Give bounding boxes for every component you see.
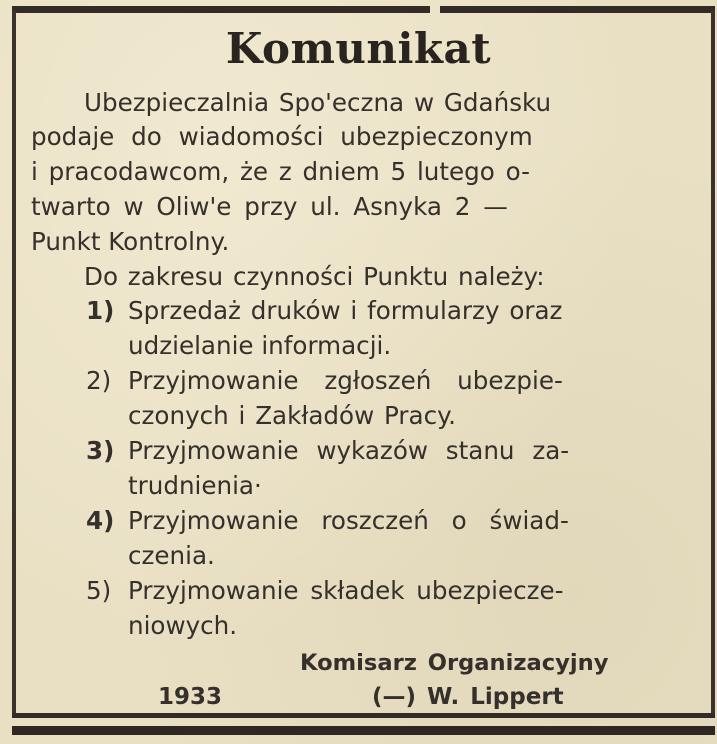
list-item-text: czenia. (128, 541, 215, 570)
signature-year: 1933 (158, 684, 223, 710)
list-item-number: 4) (86, 506, 115, 535)
top-rule-right (440, 6, 715, 13)
left-border (12, 10, 16, 715)
list-item-text: Przyjmowanie zgłoszeń ubezpie- (128, 366, 563, 395)
list-item-text: Przyjmowanie wykazów stanu za- (128, 436, 570, 465)
top-rule-left (12, 6, 430, 13)
list-item-number: 3) (86, 436, 115, 465)
signature-role: Komisarz Organizacyjny (300, 650, 609, 676)
list-item-text: czonych i Zakładów Pracy. (128, 401, 456, 430)
list-item-text: trudnienia· (128, 471, 262, 500)
list-item-text: udzielanie informacji. (128, 331, 392, 360)
paragraph-line: twarto w Oliw'e przy ul. Asnyka 2 — (31, 192, 508, 221)
bottom-rule-thin (12, 713, 715, 718)
paragraph-line: Ubezpieczalnia Spo'eczna w Gdańsku (84, 88, 552, 117)
paragraph-line: i pracodawcom, że z dniem 5 lutego o- (31, 157, 531, 186)
list-item-text: Sprzedaż druków i formularzy oraz (128, 296, 563, 325)
list-item-text: niowych. (128, 611, 238, 640)
right-border (711, 10, 715, 715)
notice-title: Komunikat (225, 24, 492, 73)
paragraph-line: Punkt Kontrolny. (31, 227, 230, 256)
paragraph-line: podaje do wiadomości ubezpieczonym (31, 122, 533, 151)
signature-name: (—) W. Lippert (372, 684, 564, 710)
list-item-number: 1) (86, 296, 115, 325)
list-item-text: Przyjmowanie składek ubezpiecze- (128, 576, 564, 605)
list-item-number: 5) (86, 576, 112, 605)
bottom-rule-thick (12, 726, 715, 735)
list-item-text: Przyjmowanie roszczeń o świad- (128, 506, 569, 535)
list-intro: Do zakresu czynności Punktu należy: (84, 262, 545, 291)
list-item-number: 2) (86, 366, 112, 395)
